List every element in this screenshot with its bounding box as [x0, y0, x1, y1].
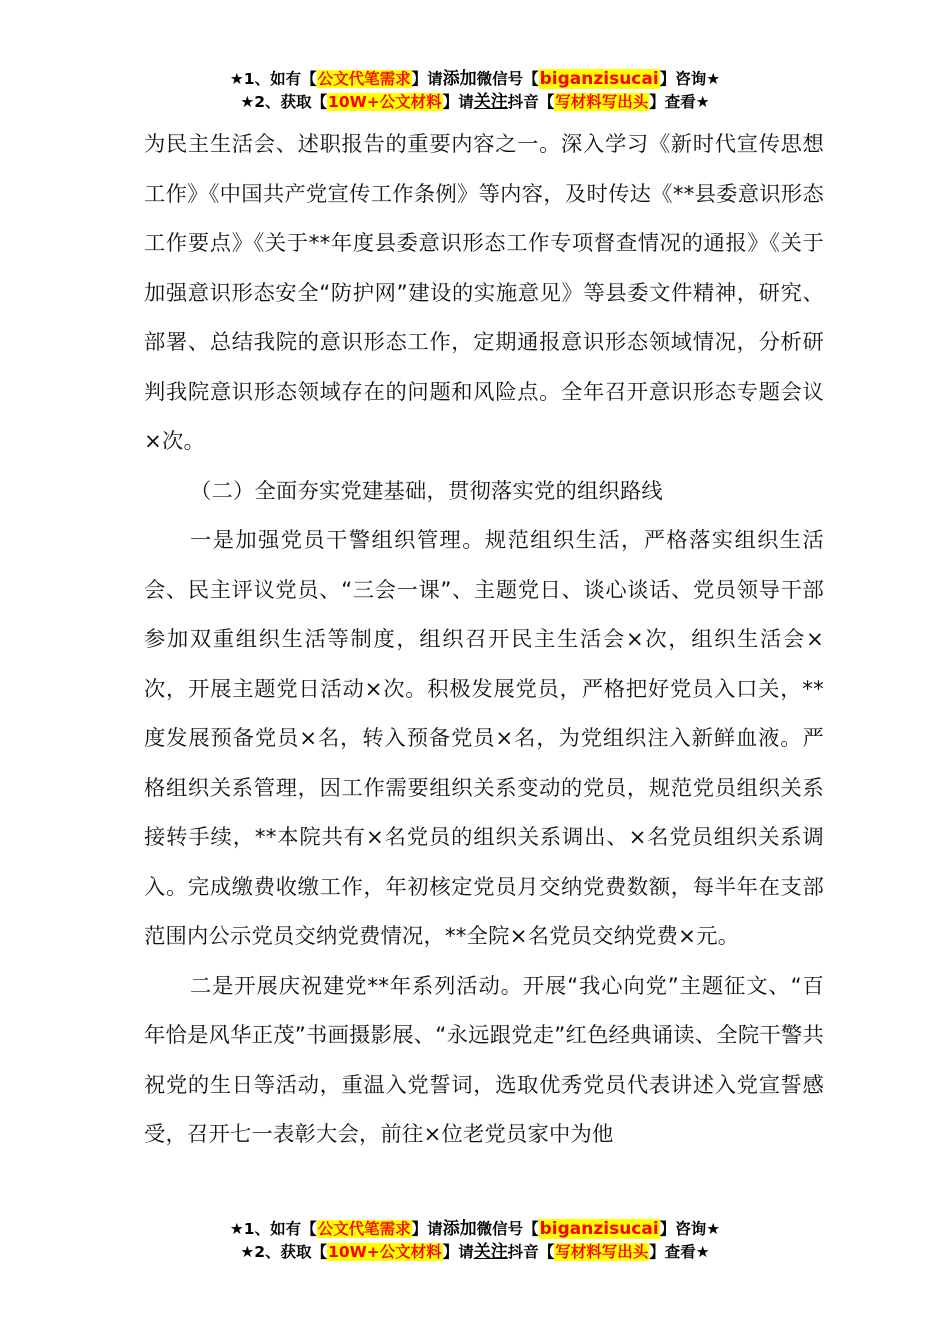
- section-heading-party-building: （二）全面夯实党建基础，贯彻落实党的组织路线: [190, 478, 663, 504]
- banner-text: ★1、如有【: [229, 70, 317, 88]
- banner-text: 】请: [442, 93, 474, 111]
- banner-line-2: [0, 91, 950, 114]
- banner-text: 】请: [411, 1220, 443, 1238]
- banner-text: 抖音【: [507, 1243, 555, 1261]
- paragraph-organization-management: 一是加强党员干警组织管理。规范组织生活，严格落实组织生活会、民主评议党员、“三会一课”、主题党日、谈心谈话、党员领导干部参加双重组织生活等制度，组织召开民主生活会×次，组织生活会×次，开展主题党日活动×次。积极发展党员，严格把好党员入口关，**度发展预备党员×名，转入预备党员×名，为党组织注入新鲜血液。严格组织关系管理，因工作需要组织关系变动的党员，规范党员组织关系接转手续，**本院共有×名党员的组织关系调出、×名党员组织关系调入。完成缴费收缴工作，年初核定党员月交纳党费数额，每半年在支部范围内公示党员交纳党费情况，**全院×名党员交纳党费×元。: [144, 528, 824, 949]
- header-banner: [0, 68, 950, 114]
- document-body: [144, 120, 824, 1160]
- banner-text: 】请: [442, 1243, 474, 1261]
- banner-text: 】查看★: [649, 93, 710, 111]
- highlight-service: 公文代笔需求: [317, 70, 411, 88]
- banner-text: 微信号【: [476, 1220, 539, 1238]
- banner-text: 微信号【: [476, 70, 539, 88]
- banner-line-1: [0, 68, 950, 91]
- highlight-douyin-account: 写材料写出头: [555, 93, 649, 111]
- highlight-wechat-id: biganzisucai: [539, 1219, 659, 1239]
- highlight-service: 公文代笔需求: [317, 1220, 411, 1238]
- highlight-materials: 10W+公文材料: [328, 93, 442, 111]
- paragraph-ideology-work: 为民主生活会、述职报告的重要内容之一。深入学习《新时代宣传思想工作》《中国共产党宣传工作条例》等内容，及时传达《**县委意识形态工作要点》《关于**年度县委意识形态工作专项督查情况的通报》《关于加强意识形态安全“防护网”建设的实施意见》等县委文件精神，研究、部署、总结我院的意识形态工作，定期通报意识形态领域情况，分析研判我院意识形态领域存在的问题和风险点。全年召开意识形态专题会议×次。: [144, 132, 824, 454]
- banner-emphasis: 关注: [473, 92, 508, 112]
- banner-text: 】咨询★: [659, 70, 721, 88]
- banner-emphasis: 添加: [442, 1219, 477, 1239]
- banner-text: 】查看★: [649, 1243, 710, 1261]
- banner-text: ★1、如有【: [229, 1220, 317, 1238]
- highlight-materials: 10W+公文材料: [328, 1243, 442, 1261]
- banner-text: ★2、获取【: [240, 1243, 328, 1261]
- banner-emphasis: 关注: [473, 1242, 508, 1262]
- banner-emphasis: 添加: [442, 69, 477, 89]
- banner-text: 抖音【: [507, 93, 555, 111]
- banner-line-2: [0, 1241, 950, 1264]
- banner-line-1: [0, 1218, 950, 1241]
- paragraph-anniversary-activities: 二是开展庆祝建党**年系列活动。开展“我心向党”主题征文、“百年恰是风华正茂”书画摄影展、“永远跟党走”红色经典诵读、全院干警共祝党的生日等活动，重温入党誓词，选取优秀党员代表讲述入党宣誓感受，召开七一表彰大会，前往×位老党员家中为他: [144, 973, 824, 1147]
- highlight-wechat-id: biganzisucai: [539, 69, 659, 89]
- banner-text: ★2、获取【: [240, 93, 328, 111]
- highlight-douyin-account: 写材料写出头: [555, 1243, 649, 1261]
- banner-text: 】请: [411, 70, 443, 88]
- footer-banner: [0, 1218, 950, 1264]
- banner-text: 】咨询★: [659, 1220, 721, 1238]
